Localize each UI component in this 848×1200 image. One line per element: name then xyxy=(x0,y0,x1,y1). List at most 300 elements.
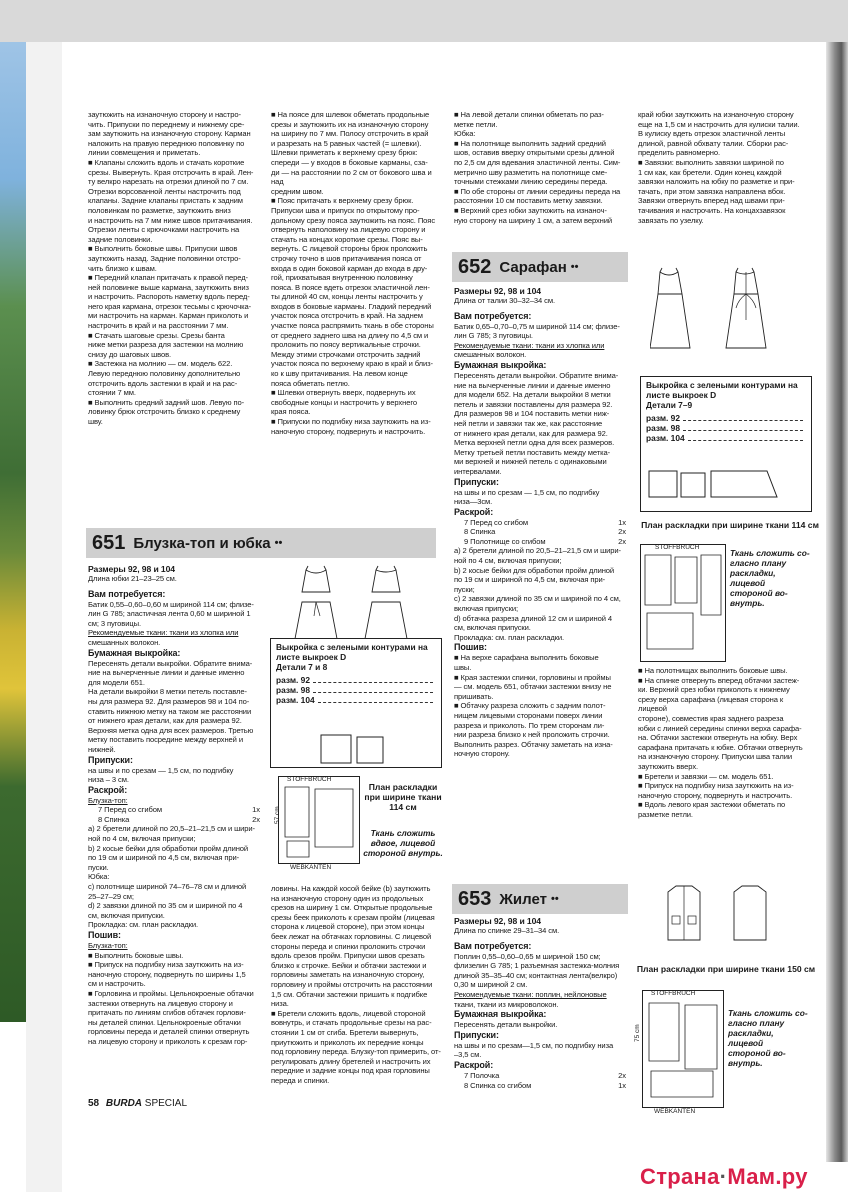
col1-top-text xyxy=(88,110,260,427)
allowance-heading: Припуски: xyxy=(88,754,133,765)
allowance-heading: Припуски: xyxy=(454,1029,499,1040)
pattern-line: На детали выкройки 8 метки петель поставле- xyxy=(88,687,247,697)
col2-top-text xyxy=(271,110,445,436)
paragraph-line: Шлевки приметать к верхнему срезу брюк: xyxy=(271,148,418,158)
size-92-label: разм. 92 xyxy=(276,675,310,685)
paragraph-line: участок пояса отстрочить в край. На заднем xyxy=(271,311,423,321)
model-name: Сарафан xyxy=(499,258,567,276)
difficulty-dots: •• xyxy=(274,537,283,549)
sewing-line: стороны переда и спинки проложить строчки xyxy=(271,941,426,951)
cutting-note: а) 2 бретели длиной по 20,5–21–21,5 см и шири- xyxy=(454,546,621,556)
sewing-line: близко к строчке. Бейки и обтачки застежки и xyxy=(271,960,427,970)
sewing-line: наночную сторону, подвернуть по ширины 1,5 xyxy=(88,969,246,979)
sizes: Размеры 92, 98 и 104 xyxy=(88,564,175,574)
cutting-note: d) обтачка разреза длиной 12 см и шириной 4 xyxy=(454,613,612,623)
cut-piece-row xyxy=(454,1071,626,1081)
cut-piece-row xyxy=(454,1081,626,1091)
cut-piece-name: 7 Перед со сгибом xyxy=(464,517,528,527)
paragraph-line: Юбка: xyxy=(454,129,476,139)
materials-line: Батик 0,65–0,70–0,75 м шириной 114 см; флизе- xyxy=(454,321,620,331)
paragraph-line: ■ Клапаны сложить вдоль и стачать короткие xyxy=(88,157,245,167)
allowance-line: –3,5 см. xyxy=(454,1050,482,1060)
paragraph-line: задние половинки. xyxy=(88,234,153,244)
sewing-line: на. Обтачки застежки отвернуть на юбку. Верх xyxy=(638,733,798,743)
cut-piece-name: 7 Полочка xyxy=(464,1070,500,1080)
sewing-line: ■ Обтачку разреза сложить с задним полот- xyxy=(454,701,606,711)
cutting-note: d) 2 завязки длиной по 35 см и шириной по 4 xyxy=(88,901,243,911)
pattern-line: петель и завязки поставлены для размера 92. xyxy=(454,399,613,409)
length-info: Длина по спинке 29–31–34 см. xyxy=(454,926,560,935)
selvage-label: WEBKANTEN xyxy=(654,1108,696,1115)
sewing-line: на изнаночную сторону один из продольных xyxy=(271,893,424,903)
materials-heading: Вам потребуется: xyxy=(454,940,532,951)
model-651-layout-note: Ткань сложить вдвое, лицевой стороной внутрь. xyxy=(363,828,443,858)
allowance-line: на швы и по срезам — 1,5 см, по подгибку xyxy=(88,765,234,775)
sewing-line: см и настрочить. xyxy=(88,979,146,989)
sewing-line: вдоль срезов пройм. Припуски швов срезать xyxy=(271,951,425,961)
cutting-subheading: Блузка-топ: xyxy=(88,795,128,805)
cut-piece-qty: 2x xyxy=(618,1070,626,1080)
paragraph-line: расстоянии 10 см поставить метку завязки. xyxy=(454,196,603,206)
paragraph-line: В кулиску вдеть отрезок эластичной ленты xyxy=(638,129,786,139)
cutting-heading: Раскрой: xyxy=(88,784,128,795)
cutting-note: b) 2 косые бейки для обработки пройм длиной xyxy=(88,843,249,853)
paragraph-line: отстрочить вдоль застежки в край и на рас- xyxy=(88,378,238,388)
paragraph-line: половинкам по разметке, заутюжить вниз xyxy=(88,205,231,215)
paragraph-line: входов в боковые карманы. Гладкий передний xyxy=(271,301,432,311)
sewing-line: ■ Бретели сложить вдоль, лицевой стороной xyxy=(271,1008,426,1018)
fabrics-line: смешанных волокон. xyxy=(88,637,161,647)
layout-width-label: 75 cm xyxy=(634,1024,641,1042)
paragraph-line: Отрезки ленты с крючочками настрочить на xyxy=(88,225,240,235)
cut-piece-qty: 2x xyxy=(618,536,626,546)
col4-top-text xyxy=(638,110,810,225)
model-652-layout-note: Ткань сложить со-гласно плану раскладки, лицевой стороной во-внутрь. xyxy=(730,548,810,608)
pattern-pieces-icon xyxy=(647,467,807,507)
paragraph-line: участке пояса распрямить ткань в обе стороны xyxy=(271,321,434,331)
sewing-line: ■ Бретели и завязки — см. модель 651. xyxy=(638,771,774,781)
pattern-line: ние на вычерченные линии и данные именно xyxy=(88,668,245,678)
sewing-line: под горловину переда. Блузку-топ примерить, от- xyxy=(271,1047,441,1057)
sewing-line: стоянии 1 см от сгиба. Бретели вывернуть, xyxy=(271,1027,419,1037)
pattern-line: интервалами. xyxy=(454,466,502,476)
paragraph-line: ди — на расстоянии по 2 см от бокового шва и над xyxy=(271,167,432,187)
paragraph-line: на ширину по 7 мм. Полосу отстрочить в край xyxy=(271,129,429,139)
sewing-line: ■ Припуск на подгибку низа заутюжить на из- xyxy=(638,781,794,791)
materials-line: лин G 785; 3 пуговицы. xyxy=(454,331,533,341)
sewing-line: ны деталей спинки. Цельнокроеные обтачки xyxy=(88,1017,241,1027)
cut-piece-row xyxy=(454,518,626,528)
sewing-line: ■ На спинке отвернуть вперед обтачки застеж- xyxy=(638,675,800,685)
paragraph-line: входа в один боковой карман до входа в дру- xyxy=(271,263,428,273)
sewing-line: ночную сторону. xyxy=(454,749,510,759)
cutting-note: по 19 см и шириной по 4,5 см, включая при- xyxy=(88,853,240,863)
cut-piece-qty: 2x xyxy=(252,814,260,824)
materials-heading: Вам потребуется: xyxy=(88,588,166,599)
page-number: 58 xyxy=(88,1098,100,1109)
materials-line: длиной 35–35–40 см; контактная лента(велкро) xyxy=(454,970,618,980)
paragraph-line: ■ Выполнить боковые швы. Припуски швов xyxy=(88,244,238,254)
sewing-heading: Пошив: xyxy=(454,642,487,653)
paragraph-line: клапаны. Задние клапаны пристать к задним xyxy=(88,196,243,206)
model-651-header xyxy=(86,528,436,558)
sewing-line: ловины. На каждой косой бейке (b) заутюжить xyxy=(271,884,431,893)
sewing-line: срезов на ширину 1 см. Открытые продольные xyxy=(271,903,433,913)
page-footer xyxy=(88,1098,187,1109)
sewing-line: застежки отвернуть на лицевую сторону и xyxy=(88,998,233,1008)
paragraph-line: свободные концы и настрочить у верхнего xyxy=(271,397,417,407)
paragraph-line: от среднего заднего шва на длину по 4,5 см и xyxy=(271,330,429,340)
cutting-note: ной по 4 см, включая припуски; xyxy=(454,556,562,566)
sewing-line: сторона к лицевой стороне), при этом концы xyxy=(271,922,425,932)
cut-piece-row xyxy=(88,815,260,825)
sewing-line: вовнутрь, и стачать продольные срезы на рас- xyxy=(271,1018,432,1028)
selvage-label: WEBKANTEN xyxy=(290,864,332,871)
model-653-layout-note: Ткань сложить со-гласно плану раскладки, лицевой стороной во-внутрь. xyxy=(728,1008,808,1068)
pattern-line: нижней. xyxy=(88,744,116,754)
cutting-note: Прокладка: см. план раскладки. xyxy=(454,632,565,642)
cutting-note: см, включая припуски. xyxy=(88,910,165,920)
paragraph-line: средним швом. xyxy=(271,186,324,196)
paragraph-line: ную сторону на ширину 1 см, а затем верхний xyxy=(454,215,613,225)
cut-piece-row xyxy=(454,537,626,547)
model-number: 651 xyxy=(92,531,126,554)
watermark: Страна·Мам.ру xyxy=(640,1164,808,1189)
allowance-line: низа—3см. xyxy=(454,497,493,507)
paragraph-line: длиной, равной обхвату талии. Сборки рас- xyxy=(638,138,789,148)
sewing-line: нии разреза близко к ней проложить строчки. xyxy=(454,730,610,740)
model-652-layout-title: План раскладки при ширине ткани 114 см xyxy=(641,520,819,530)
pattern-line: ны для размера 92. Для размеров 98 и 104 по- xyxy=(88,696,250,706)
fabrics-line: Рекомендуемые ткани: поплин, нейлоновые xyxy=(454,989,607,999)
cut-piece-qty: 1x xyxy=(618,517,626,527)
size-98-label: разм. 98 xyxy=(646,423,680,433)
pattern-pieces-icon xyxy=(277,733,437,767)
paragraph-line: тачать, при этом завязка направлена вбок. xyxy=(638,186,786,196)
book-spine-shadow xyxy=(826,42,848,1162)
size-92-label: разм. 92 xyxy=(646,413,680,423)
sewing-line: ■ Припуск на подгибку низа заутюжить на из- xyxy=(88,960,244,970)
pattern-line: Для размеров 98 и 104 поставить метки ниж- xyxy=(454,409,610,419)
paragraph-line: ■ Верхний срез юбки заутюжить на изнаноч- xyxy=(454,205,607,215)
brand-name: BURDA xyxy=(105,1098,143,1109)
sewing-line: ■ Выполнить боковые швы. xyxy=(88,950,184,960)
sewing-line: ■ На полотнищах выполнить боковые швы. xyxy=(638,666,788,675)
paragraph-line: ко к шву притачивания. На левом конце xyxy=(271,369,408,379)
materials-line: лин G 785; эластичная лента 0,60 м шириной 1 xyxy=(88,609,251,619)
cutting-note: b) 2 косые бейки для обработки пройм длиной xyxy=(454,565,615,575)
model-number: 652 xyxy=(458,255,492,278)
sewing-line: пришивать. xyxy=(454,691,494,701)
sewing-line: притачать по линиям сгибов обтачек горлови- xyxy=(88,1008,246,1018)
layout-pieces xyxy=(279,777,359,863)
model-652-header xyxy=(452,252,628,282)
pattern-heading: Бумажная выкройка: xyxy=(88,647,181,658)
paragraph-line: точными стежками линию середины переда. xyxy=(454,177,608,187)
paragraph-line: Завязки отвернуть вперед над швами при- xyxy=(638,196,785,206)
pattern-heading: Бумажная выкройка: xyxy=(454,1009,547,1020)
paragraph-line: ней половинке выше кармана, заутюжить вниз xyxy=(88,282,249,292)
paragraph-line: наночную сторону, подвернуть и настрочить. xyxy=(271,426,426,436)
paragraph-line: срезы и заутюжить их на изнаночную сторону xyxy=(271,119,429,129)
pattern-details: Детали 7–9 xyxy=(646,400,693,410)
paragraph-line: края пояса. xyxy=(271,407,311,417)
pattern-line: Метку третьей петли поставить между метка- xyxy=(454,447,611,457)
allowance-heading: Припуски: xyxy=(454,476,499,487)
model-name: Жилет xyxy=(499,890,547,908)
sewing-line: наночную сторону, подвернуть и настрочить. xyxy=(638,790,793,800)
model-number: 653 xyxy=(458,887,492,910)
cutting-note: с) полотнище шириной 74–76–78 см и длиной xyxy=(88,882,247,892)
difficulty-dots: •• xyxy=(550,893,559,905)
scan-left-margin xyxy=(26,42,62,1192)
paragraph-line: край юбки заутюжить на изнаночную сторону xyxy=(638,110,794,119)
paragraph-line: ■ Стачать шаговые срезы. Срезы банта xyxy=(88,330,225,340)
sundress-sketch xyxy=(650,264,800,356)
fabrics-line: Рекомендуемые ткани: ткани из хлопка или xyxy=(88,628,239,638)
paragraph-line: зам заутюжить на изнаночную сторону. Карман xyxy=(88,129,251,139)
model-652-sewing-cont xyxy=(638,666,810,820)
model-name: Блузка-топ и юбка xyxy=(133,534,271,552)
length-info: Длина юбки 21–23–25 см. xyxy=(88,574,177,583)
materials-line: Поплин 0,55–0,60–0,65 м шириной 150 см; xyxy=(454,951,601,961)
paragraph-line: метрично шву разметить на полотнище сме- xyxy=(454,167,608,177)
watermark-part-1: Страна xyxy=(640,1164,720,1189)
sewing-line: низа. xyxy=(271,999,289,1009)
sewing-line: нищем лицевыми сторонами поверх линии xyxy=(454,710,603,720)
paragraph-line: наложить на правую переднюю половинку по xyxy=(88,138,245,148)
paragraph-line: ■ Шлевки отвернуть вверх, подвернуть их xyxy=(271,388,416,398)
fabrics-line: смешанных волокон. xyxy=(454,350,527,360)
sewing-line: срезу верха сарафана (лицевая сторона к лицевой xyxy=(638,694,784,714)
pattern-line: Пересенять детали выкройки. Обратите внима- xyxy=(88,658,253,668)
col3-top-text xyxy=(454,110,626,225)
paragraph-line: участок пояса по верхнему краю в край и близ- xyxy=(271,359,433,369)
model-652-cutting-layout xyxy=(640,544,726,662)
watermark-part-3: .ру xyxy=(775,1164,808,1189)
pattern-line: ставить нижнюю метку на таком же расстоянии xyxy=(88,706,252,716)
paragraph-line: чить близко к швам. xyxy=(88,263,157,273)
cut-piece-qty: 2x xyxy=(618,527,626,537)
size-104-label: разм. 104 xyxy=(276,695,315,705)
sewing-line: сарафана притачать к юбке. Обтачки отвернуть xyxy=(638,742,803,752)
model-651-cutting-layout xyxy=(278,776,360,864)
paragraph-line: Припуски шва и припуск по открытому про- xyxy=(271,205,420,215)
paragraph-line: заутюжить на изнаночную сторону и настро- xyxy=(88,110,241,119)
paragraph-line: чить. Припуски по переднему и нижнему сре- xyxy=(88,119,245,129)
paragraph-line: ловинку брюк отстрочить близко к среднему xyxy=(88,407,241,417)
sewing-line: горловины переда и деталей спинки отвернуть xyxy=(88,1027,250,1037)
cutting-note: Прокладка: см. план раскладки. xyxy=(88,920,199,930)
paragraph-line: завязки наложить на юбку по разметке и при- xyxy=(638,177,795,187)
model-653-header xyxy=(452,884,628,914)
model-651-layout-title: План раскладки при ширине ткани 114 см xyxy=(364,782,442,812)
materials-line: см; 3 пуговицы. xyxy=(88,618,141,628)
size-98-label: разм. 98 xyxy=(276,685,310,695)
pattern-sheet-title: Выкройка с зелеными контурами на листе выкроек D xyxy=(646,380,798,400)
pattern-line: от нижнего края детали, как для размера 92. xyxy=(88,716,242,726)
paragraph-line: ■ Пояс притачать к верхнему срезу брюк. xyxy=(271,196,414,206)
fold-label: STOFFBRUCH xyxy=(651,990,696,997)
sewing-heading: Пошив: xyxy=(88,930,121,940)
pattern-line: от нижнего края детали, как для размера 92. xyxy=(454,428,608,438)
cutting-note: пуски. xyxy=(88,862,109,872)
pattern-heading: Бумажная выкройка: xyxy=(454,359,547,370)
paragraph-line: ми настрочить на карман. Карман приколоть и xyxy=(88,311,249,321)
sewing-line: беек лежат на обтачках горловины. С лицевой xyxy=(271,931,432,941)
paragraph-line: него края кармана, отрезок тесьмы с крючочка- xyxy=(88,301,252,311)
model-651-pattern-box xyxy=(270,638,442,768)
cutting-note: по 19 см и шириной по 4,5 см, включая при- xyxy=(454,575,606,585)
sewing-line: ■ Горловина и проймы. Цельнокроеные обтачки xyxy=(88,988,254,998)
paragraph-line: срезы. Вывернуть. Края отстрочить в край. Лен- xyxy=(88,167,254,177)
paragraph-line: и настрочить. Распороть наметку вдоль перед- xyxy=(88,292,250,302)
sewing-line: 1,5 см. Обтачки застежки пришить к подгибке xyxy=(271,989,428,999)
paragraph-line: линии совмещения и приметать. xyxy=(88,148,201,158)
paragraph-line: ■ По обе стороны от линии середины переда на xyxy=(454,186,621,196)
cut-piece-name: 8 Спинка xyxy=(464,527,496,537)
paragraph-line: стоянии 7 мм. xyxy=(88,388,136,398)
fold-label: STOFFBRUCH xyxy=(287,776,332,783)
sewing-line: горловины заметать на изнаночную сторону, xyxy=(271,970,425,980)
adjacent-page-photo xyxy=(0,42,26,1022)
pattern-sheet-title: Выкройка с зелеными контурами на листе выкроек D xyxy=(276,642,428,662)
cut-piece-row xyxy=(88,805,260,815)
sewing-line: ■ Края застежки спинки, горловины и проймы xyxy=(454,672,611,682)
paragraph-line: шов, оставив вверху открытыми срезы длиной xyxy=(454,148,615,158)
sizes: Размеры 92, 98 и 104 xyxy=(454,916,541,926)
cut-piece-name: 7 Перед со сгибом xyxy=(98,805,162,815)
paragraph-line: строчку точно в шов притачивания пояса от xyxy=(271,253,422,263)
sewing-line: — см. модель 651, обтачки застежки внизу не xyxy=(454,682,612,692)
difficulty-dots: •• xyxy=(570,261,579,273)
pattern-line: метку поставить посредине между верхней и xyxy=(88,735,243,745)
sewing-line: регулировать длину бретелей и настрочить их xyxy=(271,1056,431,1066)
allowance-line: на швы и по срезам — 1,5 см, по подгибку xyxy=(454,487,600,497)
cutting-heading: Раскрой: xyxy=(454,1059,494,1070)
model-651-instructions xyxy=(88,564,260,1047)
cut-piece-qty: 1x xyxy=(252,805,260,815)
paragraph-line: ■ Выполнить средний задний шов. Левую по- xyxy=(88,397,245,407)
model-653-cutting-layout xyxy=(642,990,724,1108)
allowance-line: на швы и по срезам—1,5 см, по подгибку низа xyxy=(454,1040,614,1050)
pattern-line: ней петли и завязки так же, как расстояние xyxy=(454,418,603,428)
sewing-line: Выполнить разрез. Обтачку заметать на изна- xyxy=(454,739,613,749)
cutting-note: см, включая припуски. xyxy=(454,623,531,633)
layout-width-label: 57 cm xyxy=(274,806,281,824)
materials-line: флизелин G 785; 1 разъемная застежка-молния xyxy=(454,961,620,971)
paragraph-line: ниже метки разреза для застежки на молнию xyxy=(88,340,244,350)
paragraph-line: ты длиной 40 см, концы ленты настрочить у xyxy=(271,292,423,302)
watermark-part-2: Мам xyxy=(727,1164,776,1189)
materials-line: 0,30 м шириной 2 см. xyxy=(454,980,528,990)
cut-piece-name: 8 Спинка xyxy=(98,814,130,824)
paragraph-line: отвернуть наполовину на лицевую сторону и xyxy=(271,225,426,235)
paragraph-line: дольному срезу пояса заутюжить на пояс. Пояс xyxy=(271,215,436,225)
pattern-line: Пересенять детали выкройки. Обратите внима- xyxy=(454,370,619,380)
cutting-heading: Раскрой: xyxy=(454,506,494,517)
sewing-line: разметке петли. xyxy=(638,809,693,819)
sewing-line: переда и спинки. xyxy=(271,1075,330,1085)
cutting-note: с) 2 завязки длиной по 35 см и шириной по 4 см, xyxy=(454,594,621,604)
sewing-line: заутюжить вверх. xyxy=(638,761,699,771)
layout-pieces xyxy=(643,991,723,1107)
sewing-line: срезы беек приколоть к срезам пройм (лицевая xyxy=(271,912,435,922)
paragraph-line: снизу до шаговых швов. xyxy=(88,349,172,359)
cutting-note: а) 2 бретели длиной по 20,5–21–21,5 см и шири- xyxy=(88,824,255,834)
length-info: Длина от талии 30–32–34 см. xyxy=(454,296,555,305)
sewing-line: ■ Вдоль левого края застежки обметать по xyxy=(638,800,786,810)
cut-piece-qty: 1x xyxy=(618,1080,626,1090)
paragraph-line: пояса. В поясе вдеть отрезок эластичной лен- xyxy=(271,282,430,292)
pattern-line: Верхняя метка одна для всех размеров. Третью xyxy=(88,725,254,735)
sewing-line: стороне), совместив края заднего разреза xyxy=(638,713,784,723)
size-104-label: разм. 104 xyxy=(646,433,685,443)
paragraph-line: ■ На полотнище выполнить задний средний xyxy=(454,138,606,148)
paragraph-line: ■ Застежка на молнию — см. модель 622. xyxy=(88,359,233,369)
cut-piece-name: 8 Спинка со сгибом xyxy=(464,1080,532,1090)
fold-label: STOFFBRUCH xyxy=(655,544,700,551)
cutting-note: включая припуски; xyxy=(454,604,518,614)
sewing-subheading: Блузка-топ: xyxy=(88,941,128,950)
paragraph-line: и разрезать на 5 равных частей (= шлевки). xyxy=(271,138,422,148)
paragraph-line: ■ Припуски по подгибку низа заутюжить на из- xyxy=(271,417,431,426)
cutting-note: пуски; xyxy=(454,584,475,594)
sewing-line: разреза и приколоть. По трем сторонам ли- xyxy=(454,720,605,730)
pattern-line: ние на вычерченные линии и данные именно xyxy=(454,380,611,390)
sewing-line: юбки с линией середины спинки верха сарафа- xyxy=(638,723,802,733)
paragraph-line: ■ Передний клапан притачать к правой перед- xyxy=(88,273,248,283)
paragraph-line: Левую переднюю половинку дополнительно xyxy=(88,369,241,379)
magazine-page xyxy=(62,42,826,1192)
materials-line: Батик 0,55–0,60–0,60 м шириной 114 см; флизе- xyxy=(88,599,254,609)
paragraph-line: 1 см как, как бретели. Один конец каждой xyxy=(638,167,782,177)
paragraph-line: по 2,5 см для вдевания эластичной ленты. Сим- xyxy=(454,157,621,167)
paragraph-line: проложить по поясу вертикальные строчки. xyxy=(271,340,421,350)
layout-pieces xyxy=(641,545,725,661)
model-651-sewing-cont xyxy=(271,884,445,1085)
paragraph-line: гой, прихватывая внутреннюю половинку xyxy=(271,273,413,283)
pattern-line: для модели 652. На детали выкройки 8 метки xyxy=(454,390,611,400)
fabrics-line: Рекомендуемые ткани: ткани из хлопка или xyxy=(454,340,605,350)
paragraph-line: ■ Завязки: выполнить завязки шириной по xyxy=(638,157,784,167)
paragraph-line: вернуть. С лицевой стороны брюк проложить xyxy=(271,244,428,254)
sewing-line: приутюжить и приколоть их передние концы xyxy=(271,1037,424,1047)
paragraph-line: шву. xyxy=(88,417,103,426)
paragraph-line: пояса обметать петлю. xyxy=(271,378,350,388)
sewing-line: горловину и проймы отстрочить на расстоянии xyxy=(271,979,433,989)
pattern-details: Детали 7 и 8 xyxy=(276,662,328,672)
sewing-line: швы. xyxy=(454,663,472,672)
vest-sketch xyxy=(662,880,802,960)
paragraph-line: и настрочить на 7 мм ниже швов притачивания. xyxy=(88,215,253,225)
allowance-line: низа – 3 см. xyxy=(88,775,129,785)
model-652-pattern-box xyxy=(640,376,812,512)
sewing-line: ■ На верхе сарафана выполнить боковые xyxy=(454,653,599,663)
sewing-line: передние и задние концы под края горловины xyxy=(271,1066,430,1076)
sewing-line: ки. Верхний срез юбки приколоть к нижнему xyxy=(638,685,790,695)
sizes: Размеры 92, 98 и 104 xyxy=(454,286,541,296)
paragraph-line: завязать по узелку. xyxy=(638,215,704,225)
model-653-layout-title: План раскладки при ширине ткани 150 см xyxy=(636,964,816,974)
brand-special: SPECIAL xyxy=(144,1098,188,1109)
paragraph-line: Между этими строчками отстрочить задний xyxy=(271,349,421,359)
sewing-line: на изнаночную сторону. Припуски шва талии xyxy=(638,752,792,762)
paragraph-line: ■ На левой детали спинки обметать по раз- xyxy=(454,110,604,119)
model-652-instructions xyxy=(454,286,626,759)
paragraph-line: заутюжить назад. Задние половинки отстро- xyxy=(88,253,241,263)
cut-piece-row xyxy=(454,527,626,537)
